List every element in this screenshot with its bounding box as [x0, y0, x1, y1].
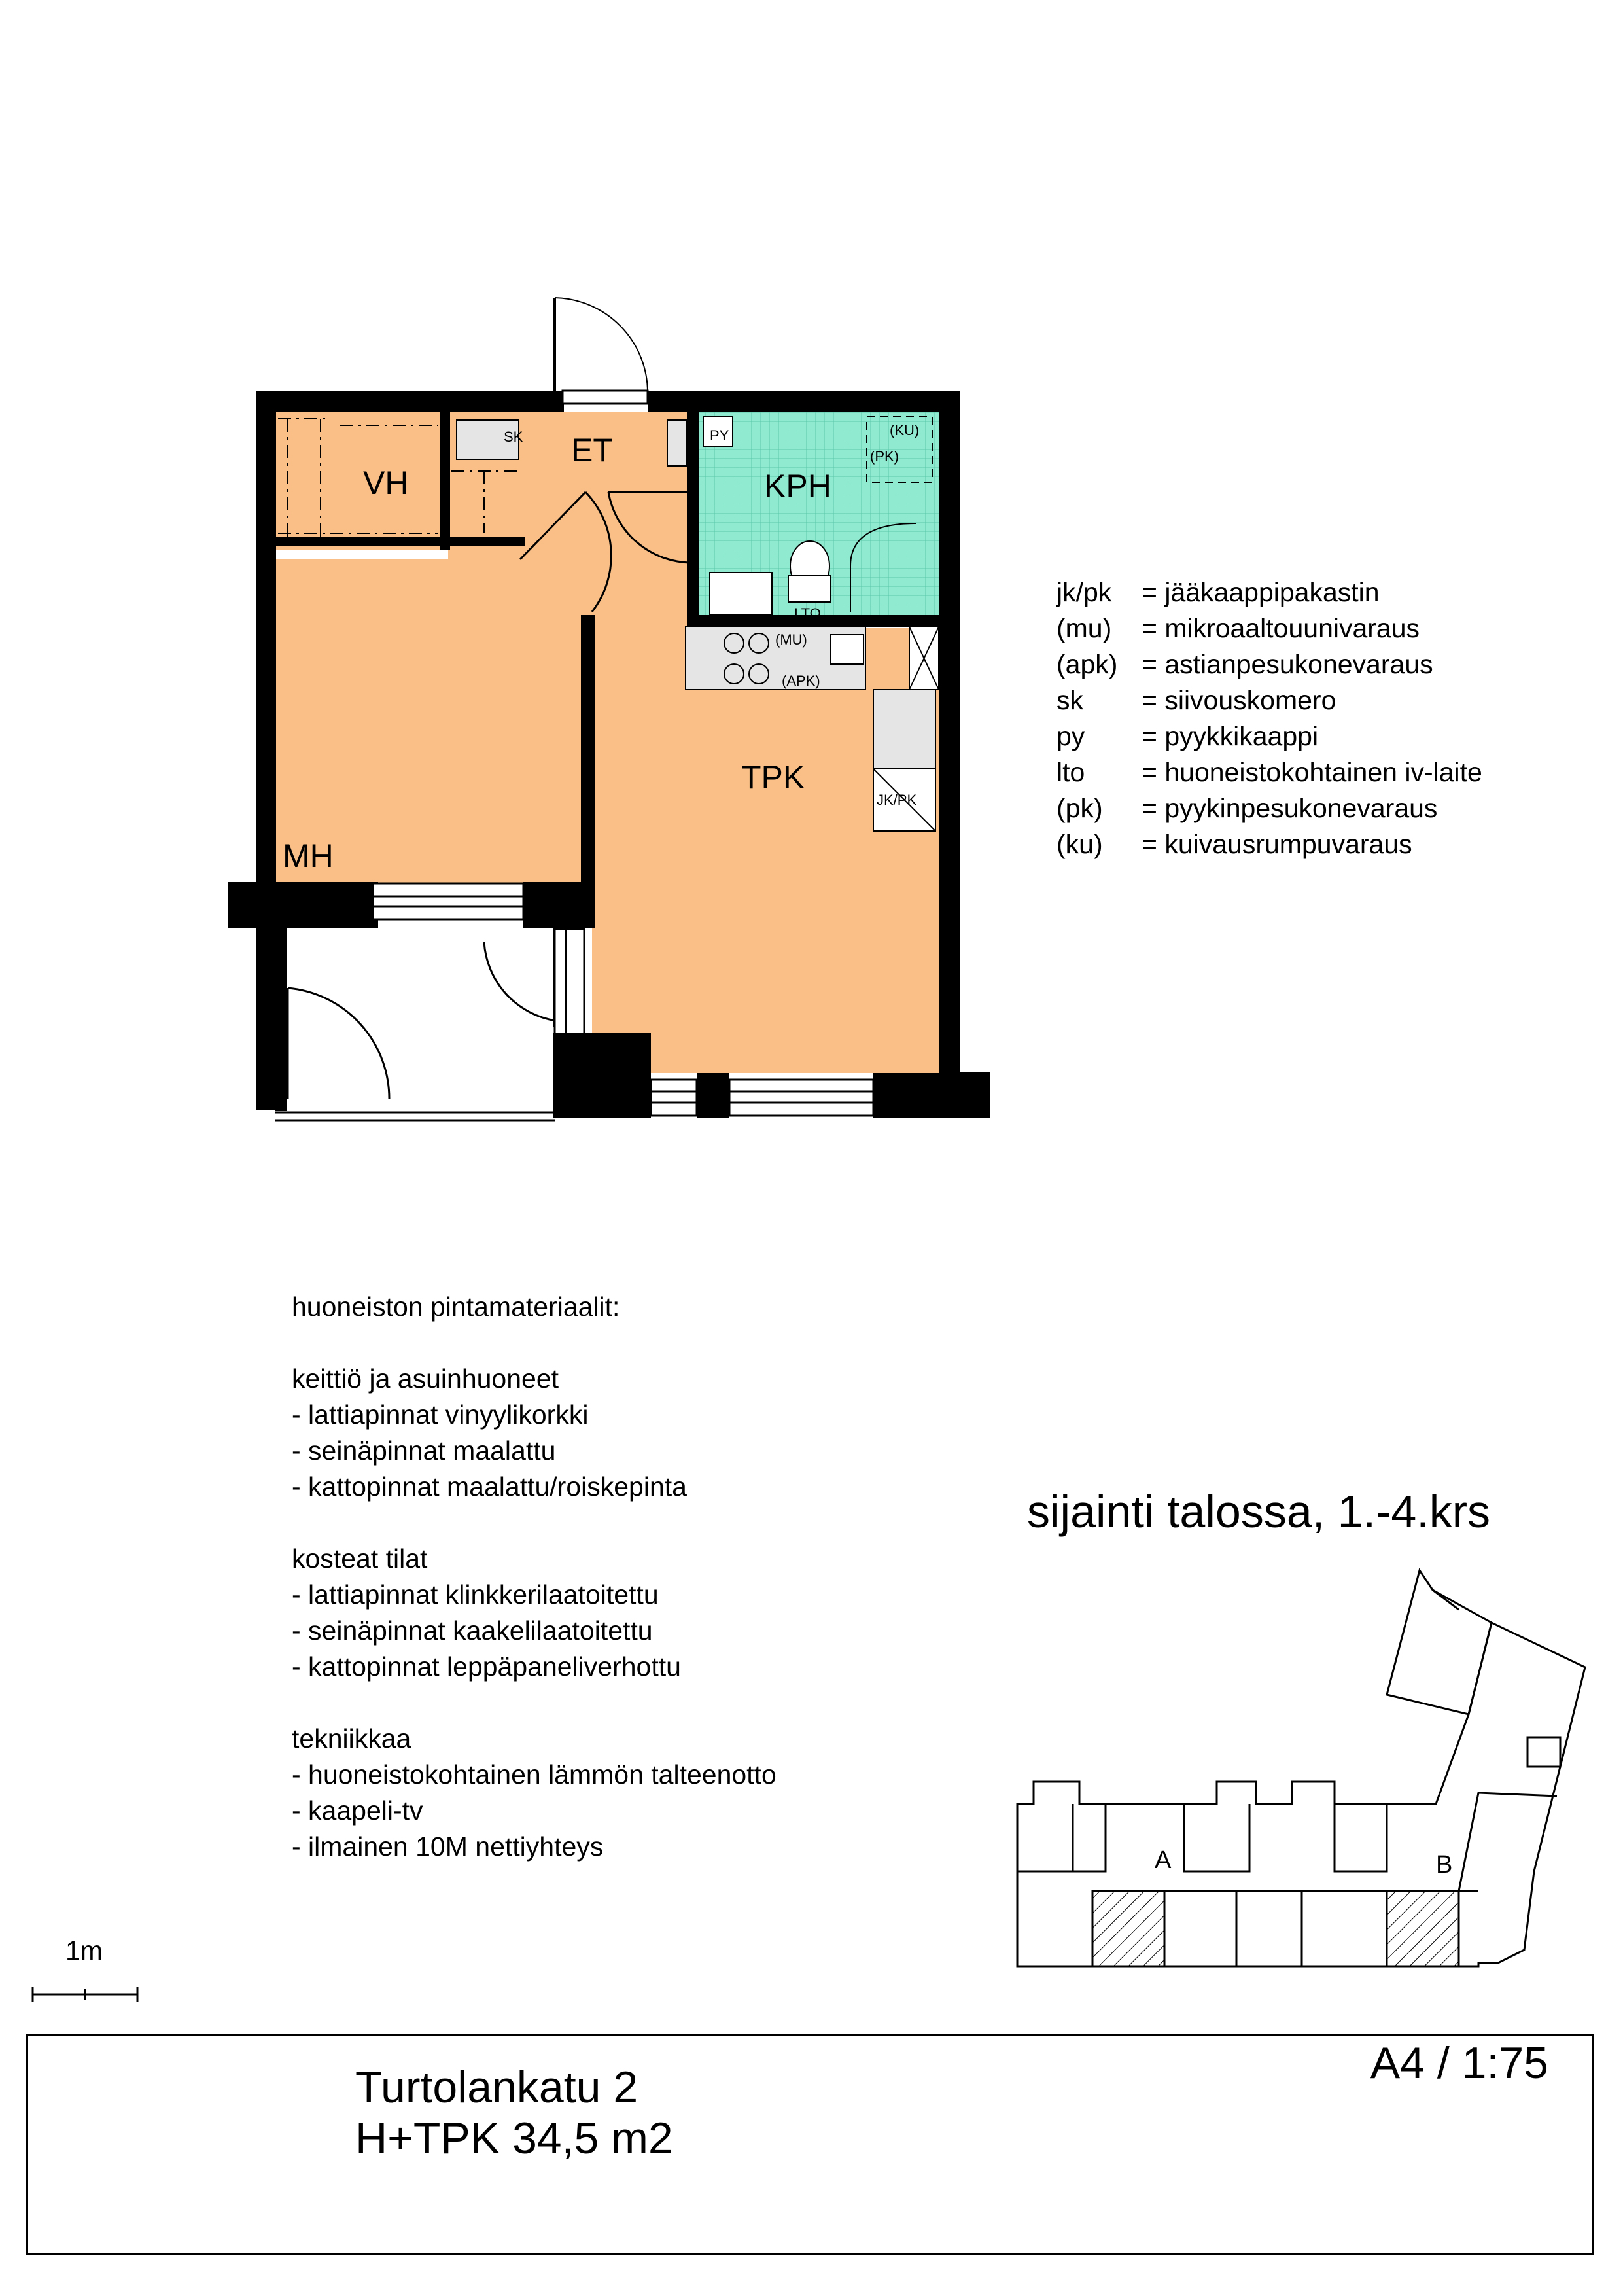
lto-unit: [667, 420, 687, 466]
materials-item: - lattiapinnat klinkkerilaatoitettu: [292, 1580, 659, 1610]
room-label-vh: VH: [363, 465, 409, 501]
legend-abbr: jk/pk: [1056, 577, 1112, 607]
materials-item: - ilmainen 10M nettiyhteys: [292, 1831, 604, 1862]
paper-format-scale: A4 / 1:75: [1370, 2038, 1548, 2088]
abbreviation-legend: [1056, 574, 1482, 862]
legend-row: [1056, 682, 1482, 718]
legend-desc: = pyykinpesukonevaraus: [1142, 793, 1438, 823]
materials-item: - kattopinnat leppäpaneliverhottu: [292, 1651, 681, 1682]
legend-desc: = jääkaappipakastin: [1142, 577, 1380, 607]
materials-item: - huoneistokohtainen lämmön talteenotto: [292, 1759, 777, 1790]
fixture-label-jkpk: JK/PK: [877, 792, 917, 808]
legend-abbr: py: [1056, 721, 1085, 751]
materials-title: huoneiston pintamateriaalit:: [292, 1292, 620, 1322]
materials-heading: keittiö ja asuinhuoneet: [292, 1364, 559, 1394]
mh-floor: [275, 559, 582, 883]
materials-item: - kattopinnat maalattu/roiskepinta: [292, 1472, 687, 1502]
materials-item: - kaapeli-tv: [292, 1795, 423, 1826]
scale-bar: [33, 1987, 137, 2002]
balcony: [275, 1112, 555, 1120]
room-label-et: ET: [571, 432, 613, 468]
legend-desc: = astianpesukonevaraus: [1142, 649, 1433, 679]
location-key-plan: [1017, 1570, 1585, 1966]
legend-desc: = siivouskomero: [1142, 685, 1336, 715]
legend-desc: = pyykkikaappi: [1142, 721, 1319, 751]
fixture-label-apk: (APK): [782, 673, 820, 689]
room-label-tpk: TPK: [741, 759, 805, 796]
legend-row: [1056, 610, 1482, 646]
fixture-label-lto: LTO: [794, 605, 821, 622]
legend-abbr: (ku): [1056, 829, 1103, 859]
apartment-type-area: H+TPK 34,5 m2: [355, 2113, 673, 2163]
entrance-door: [555, 298, 648, 404]
materials-heading: kosteat tilat: [292, 1544, 428, 1574]
materials-group: [292, 1541, 777, 1685]
legend-abbr: sk: [1056, 685, 1083, 715]
stair-label-b: B: [1436, 1851, 1453, 1879]
location-title: sijainti talossa, 1.-4.krs: [1027, 1486, 1491, 1537]
stair-label-a: A: [1155, 1846, 1172, 1874]
room-label-mh: MH: [283, 838, 334, 874]
materials-group: [292, 1361, 777, 1505]
legend-row: [1056, 790, 1482, 826]
legend-desc: = kuivausrumpuvaraus: [1142, 829, 1412, 859]
materials-item: - seinäpinnat kaakelilaatoitettu: [292, 1616, 653, 1646]
fixture-label-pk: (PK): [870, 448, 899, 465]
title-block: [26, 2034, 1594, 2255]
scale-bar-label: 1m: [65, 1935, 103, 1966]
legend-row: [1056, 754, 1482, 790]
address-block: [355, 2062, 673, 2164]
legend-abbr: (mu): [1056, 613, 1112, 643]
legend-abbr: lto: [1056, 757, 1085, 787]
legend-abbr: (pk): [1056, 793, 1103, 823]
legend-row: [1056, 574, 1482, 610]
materials-group: [292, 1721, 777, 1865]
fixture-label-ku: (KU): [890, 422, 920, 438]
legend-row: [1056, 826, 1482, 862]
materials-item: - seinäpinnat maalattu: [292, 1436, 556, 1466]
vh-floor: [275, 412, 448, 550]
address: Turtolankatu 2: [355, 2062, 638, 2112]
fixture-label-sk: SK: [504, 429, 523, 445]
fixture-label-mu: (MU): [775, 631, 807, 648]
legend-desc: = huoneistokohtainen iv-laite: [1142, 757, 1482, 787]
materials-item: - lattiapinnat vinyylikorkki: [292, 1400, 589, 1430]
materials-heading: tekniikkaa: [292, 1723, 411, 1754]
legend-row: [1056, 718, 1482, 754]
legend-row: [1056, 646, 1482, 682]
fixture-label-py: PY: [710, 427, 729, 444]
surface-materials: [292, 1289, 777, 1901]
legend-desc: = mikroaaltouunivaraus: [1142, 613, 1420, 643]
legend-abbr: (apk): [1056, 649, 1118, 679]
room-label-kph: KPH: [764, 468, 831, 504]
